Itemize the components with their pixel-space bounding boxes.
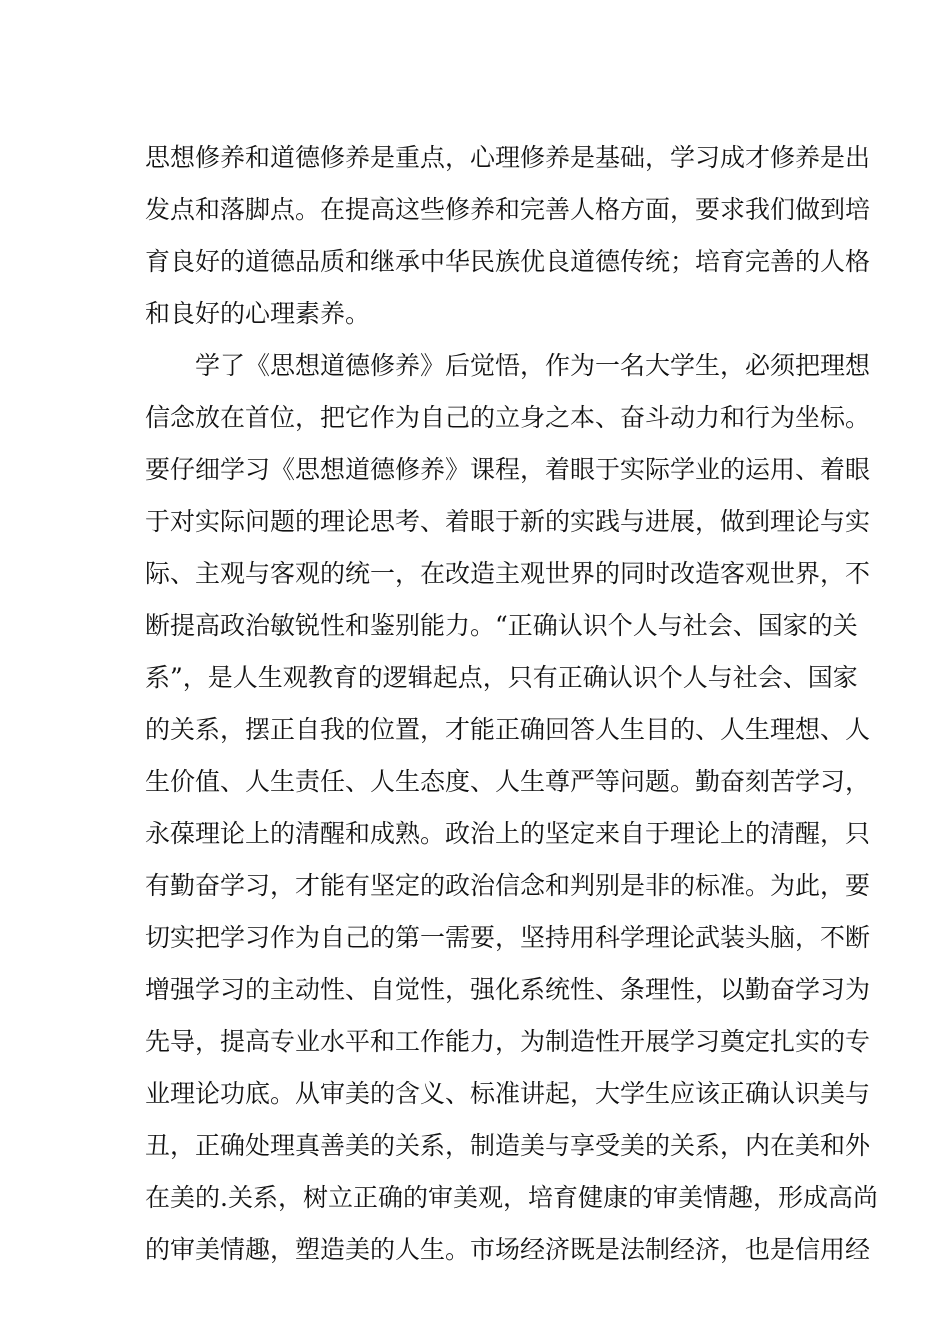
text-line: 业理论功底。从审美的含义、标准讲起，大学生应该正确认识美与 — [145, 1079, 871, 1108]
text-line: 学了《思想道德修养》后觉悟，作为一名大学生，必须把理想 — [195, 351, 871, 380]
body-text — [145, 132, 878, 1276]
text-line: 丑，正确处理真善美的关系，制造美与享受美的关系，内在美和外 — [145, 1131, 871, 1160]
paragraph-2 — [145, 340, 878, 1276]
text-line: 断提高政治敏锐性和鉴别能力。“正确认识个人与社会、国家的关 — [145, 611, 858, 640]
text-line: 增强学习的主动性、自觉性，强化系统性、条理性，以勤奋学习为 — [145, 975, 871, 1004]
text-line: 和良好的心理素养。 — [145, 299, 371, 328]
text-line: 的关系，摆正自我的位置，才能正确回答人生目的、人生理想、人 — [145, 715, 871, 744]
text-line: 的审美情趣，塑造美的人生。市场经济既是法制经济，也是信用经 — [145, 1235, 871, 1264]
text-line: 思想修养和道德修养是重点，心理修养是基础，学习成才修养是出 — [145, 143, 871, 172]
text-line: 切实把学习作为自己的第一需要，坚持用科学理论武装头脑，不断 — [145, 923, 871, 952]
text-line: 发点和落脚点。在提高这些修养和完善人格方面，要求我们做到培 — [145, 195, 871, 224]
text-line: 在美的.关系，树立正确的审美观，培育健康的审美情趣，形成高尚 — [145, 1183, 878, 1212]
text-line: 于对实际问题的理论思考、着眼于新的实践与进展，做到理论与实 — [145, 507, 871, 536]
text-line: 生价值、人生责任、人生态度、人生尊严等问题。勤奋刻苦学习， — [145, 767, 871, 796]
text-line: 育良好的道德品质和继承中华民族优良道德传统；培育完善的人格 — [145, 247, 871, 276]
text-line: 要仔细学习《思想道德修养》课程，着眼于实际学业的运用、着眼 — [145, 455, 871, 484]
text-line: 有勤奋学习，才能有坚定的政治信念和判别是非的标准。为此，要 — [145, 871, 871, 900]
paragraph-1 — [145, 132, 871, 340]
text-line: 信念放在首位，把它作为自己的立身之本、奋斗动力和行为坐标。 — [145, 403, 871, 432]
text-line: 际、主观与客观的统一，在改造主观世界的同时改造客观世界，不 — [145, 559, 871, 588]
text-line: 永葆理论上的清醒和成熟。政治上的坚定来自于理论上的清醒，只 — [145, 819, 871, 848]
text-line: 系”，是人生观教育的逻辑起点，只有正确认识个人与社会、国家 — [145, 663, 858, 692]
text-line: 先导，提高专业水平和工作能力，为制造性开展学习奠定扎实的专 — [145, 1027, 871, 1056]
